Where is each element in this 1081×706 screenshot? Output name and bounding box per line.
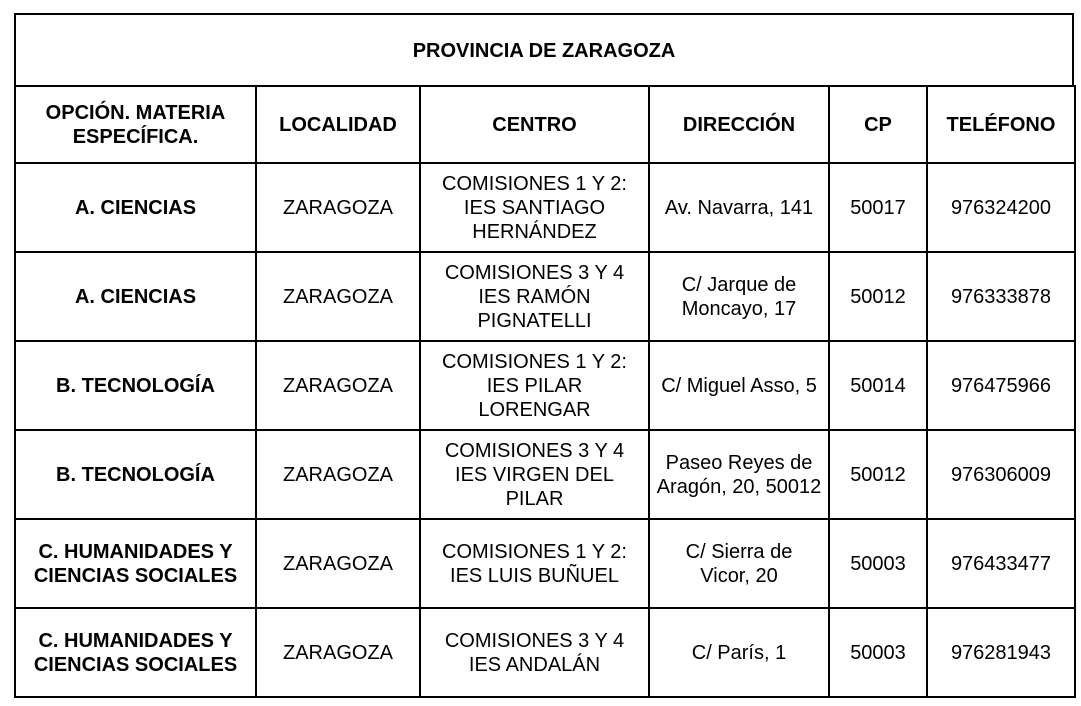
centro-cell (420, 163, 649, 252)
province-title: PROVINCIA DE ZARAGOZA (14, 13, 1074, 85)
localidad-cell: ZARAGOZA (256, 163, 420, 252)
direccion-cell-line: C/ Sierra de (685, 540, 793, 563)
centro-cell-line: COMISIONES 3 Y 4 (444, 261, 625, 284)
table-body (15, 163, 1075, 697)
direccion-cell-line: Av. Navarra, 141 (664, 196, 814, 219)
cp-cell: 50012 (829, 252, 927, 341)
localidad-cell: ZARAGOZA (256, 608, 420, 697)
centro-cell (420, 341, 649, 430)
telefono-cell: 976324200 (927, 163, 1075, 252)
centro-cell-line: IES VIRGEN DEL (455, 463, 614, 486)
direccion-cell (649, 608, 829, 697)
direccion-cell-line: C/ París, 1 (691, 641, 787, 664)
direccion-cell-line: Paseo Reyes de (665, 451, 813, 474)
direccion-cell (649, 163, 829, 252)
localidad-cell: ZARAGOZA (256, 341, 420, 430)
cp-cell: 50012 (829, 430, 927, 519)
direccion-cell (649, 519, 829, 608)
opcion-cell (15, 519, 256, 608)
header-opcion-line2: ESPECÍFICA. (72, 125, 199, 148)
cp-cell: 50014 (829, 341, 927, 430)
centro-cell-line: HERNÁNDEZ (472, 220, 597, 243)
telefono-cell: 976333878 (927, 252, 1075, 341)
opcion-cell (15, 252, 256, 341)
direccion-cell (649, 341, 829, 430)
centro-cell (420, 430, 649, 519)
centro-cell-line: IES PILAR (486, 374, 583, 397)
opcion-cell (15, 430, 256, 519)
centro-cell (420, 519, 649, 608)
localidad-cell: ZARAGOZA (256, 252, 420, 341)
opcion-cell-line: CIENCIAS SOCIALES (33, 564, 238, 587)
centro-cell-line: COMISIONES 1 Y 2: (442, 350, 627, 373)
centro-cell-line: IES ANDALÁN (468, 653, 601, 676)
table-row (15, 430, 1075, 519)
table-row (15, 519, 1075, 608)
cp-cell: 50003 (829, 519, 927, 608)
opcion-cell (15, 163, 256, 252)
centro-cell-line: COMISIONES 1 Y 2: (442, 540, 627, 563)
centro-cell-line: COMISIONES 3 Y 4 (444, 629, 625, 652)
centro-cell (420, 252, 649, 341)
centers-sheet (14, 13, 1076, 698)
direccion-cell (649, 430, 829, 519)
opcion-cell-line: C. HUMANIDADES Y (38, 540, 233, 563)
header-telefono: TELÉFONO (927, 86, 1075, 163)
centro-cell-line: COMISIONES 1 Y 2: (442, 172, 627, 195)
centro-cell-line: IES LUIS BUÑUEL (450, 564, 619, 587)
header-direccion: DIRECCIÓN (649, 86, 829, 163)
telefono-cell: 976433477 (927, 519, 1075, 608)
opcion-cell (15, 341, 256, 430)
centro-cell-line: PILAR (505, 487, 564, 510)
localidad-cell: ZARAGOZA (256, 430, 420, 519)
centro-cell-line: IES RAMÓN (478, 285, 591, 308)
opcion-cell (15, 608, 256, 697)
header-centro: CENTRO (420, 86, 649, 163)
opcion-cell-line: B. TECNOLOGÍA (56, 463, 215, 486)
telefono-cell: 976306009 (927, 430, 1075, 519)
direccion-cell-line: Vicor, 20 (700, 564, 778, 587)
header-opcion (15, 86, 256, 163)
header-localidad: LOCALIDAD (256, 86, 420, 163)
opcion-cell-line: A. CIENCIAS (74, 196, 197, 219)
telefono-cell: 976281943 (927, 608, 1075, 697)
table-row (15, 341, 1075, 430)
opcion-cell-line: C. HUMANIDADES Y (38, 629, 233, 652)
cp-cell: 50003 (829, 608, 927, 697)
opcion-cell-line: A. CIENCIAS (74, 285, 197, 308)
localidad-cell: ZARAGOZA (256, 519, 420, 608)
table-row (15, 608, 1075, 697)
opcion-cell-line: CIENCIAS SOCIALES (33, 653, 238, 676)
centro-cell-line: PIGNATELLI (477, 309, 592, 332)
centro-cell-line: LORENGAR (478, 398, 591, 421)
direccion-cell-line: C/ Miguel Asso, 5 (661, 374, 817, 397)
table-row (15, 252, 1075, 341)
header-cp: CP (829, 86, 927, 163)
table-row (15, 163, 1075, 252)
centro-cell (420, 608, 649, 697)
centers-table (14, 85, 1076, 698)
direccion-cell-line: C/ Jarque de (681, 273, 797, 296)
header-row (15, 86, 1075, 163)
direccion-cell-line: Moncayo, 17 (681, 297, 797, 320)
centro-cell-line: COMISIONES 3 Y 4 (444, 439, 625, 462)
header-opcion-line1: OPCIÓN. MATERIA (45, 101, 226, 124)
cp-cell: 50017 (829, 163, 927, 252)
opcion-cell-line: B. TECNOLOGÍA (56, 374, 215, 397)
direccion-cell-line: Aragón, 20, 50012 (656, 475, 822, 498)
direccion-cell (649, 252, 829, 341)
centro-cell-line: IES SANTIAGO (463, 196, 606, 219)
telefono-cell: 976475966 (927, 341, 1075, 430)
